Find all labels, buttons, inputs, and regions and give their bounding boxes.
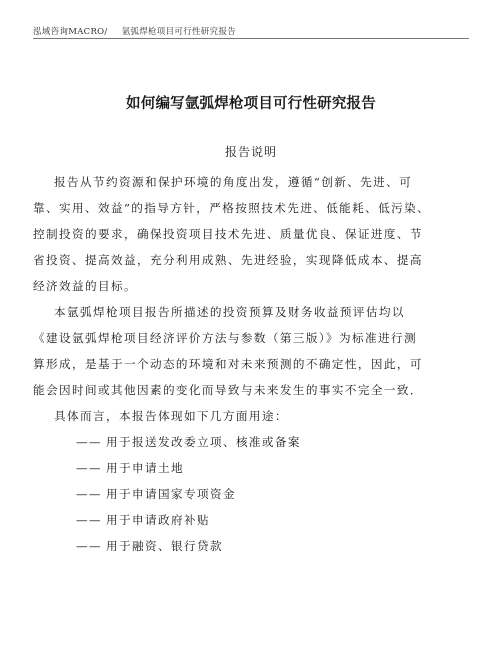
- list-item: [76, 486, 236, 502]
- running-header: [33, 25, 236, 37]
- paragraph-line: 本氩弧焊枪项目报告所描述的投资预算及财务收益预评估均以: [54, 305, 405, 319]
- list-item: [76, 512, 210, 528]
- list-item: [76, 460, 184, 476]
- list-item: [76, 538, 223, 554]
- paragraph-line: 能会因时间或其他因素的变化而导致与未来发生的事实不完全一致．: [33, 383, 423, 397]
- list-item-text: 用于申请土地: [106, 461, 184, 475]
- paragraph-line: 算形成，是基于一个动态的环境和对未来预测的不确定性，因此，可: [33, 357, 423, 371]
- list-dash: ——: [76, 513, 102, 527]
- list-dash: ——: [76, 461, 102, 475]
- header-document-title: 氩弧焊枪项目可行性研究报告: [121, 27, 237, 37]
- header-divider: [33, 38, 469, 39]
- list-item-text: 用于申请政府补贴: [106, 513, 210, 527]
- paragraph-line: 控制投资的要求，确保投资项目技术先进、质量优良、保证进度、节: [33, 227, 423, 241]
- paragraph-line: 《建设氩弧焊枪项目经济评价方法与参数（第三版）》为标准进行测: [33, 331, 418, 345]
- paragraph-line: 具体而言，本报告体现如下几方面用途：: [54, 409, 288, 423]
- list-item-text: 用于报送发改委立项、核准或备案: [106, 435, 301, 449]
- list-item: [76, 434, 301, 450]
- list-dash: ——: [76, 435, 102, 449]
- section-heading: 报告说明: [224, 145, 277, 159]
- header-source: 泓域咨询MACRO/: [33, 27, 108, 37]
- paragraph-line: 报告从节约资源和保护环境的角度出发，遵循“创新、先进、可: [54, 175, 413, 189]
- list-item-text: 用于申请国家专项资金: [106, 487, 236, 501]
- document-title: 如何编写氩弧焊枪项目可行性研究报告: [126, 96, 376, 112]
- list-item-text: 用于融资、银行贷款: [106, 539, 223, 553]
- list-dash: ——: [76, 539, 102, 553]
- paragraph-line: 省投资、提高效益，充分利用成熟、先进经验，实现降低成本、提高: [33, 253, 423, 267]
- paragraph-line: 靠、实用、效益”的指导方针，严格按照技术先进、低能耗、低污染、: [33, 201, 431, 215]
- paragraph-line: 经济效益的目标。: [33, 279, 137, 293]
- list-dash: ——: [76, 487, 102, 501]
